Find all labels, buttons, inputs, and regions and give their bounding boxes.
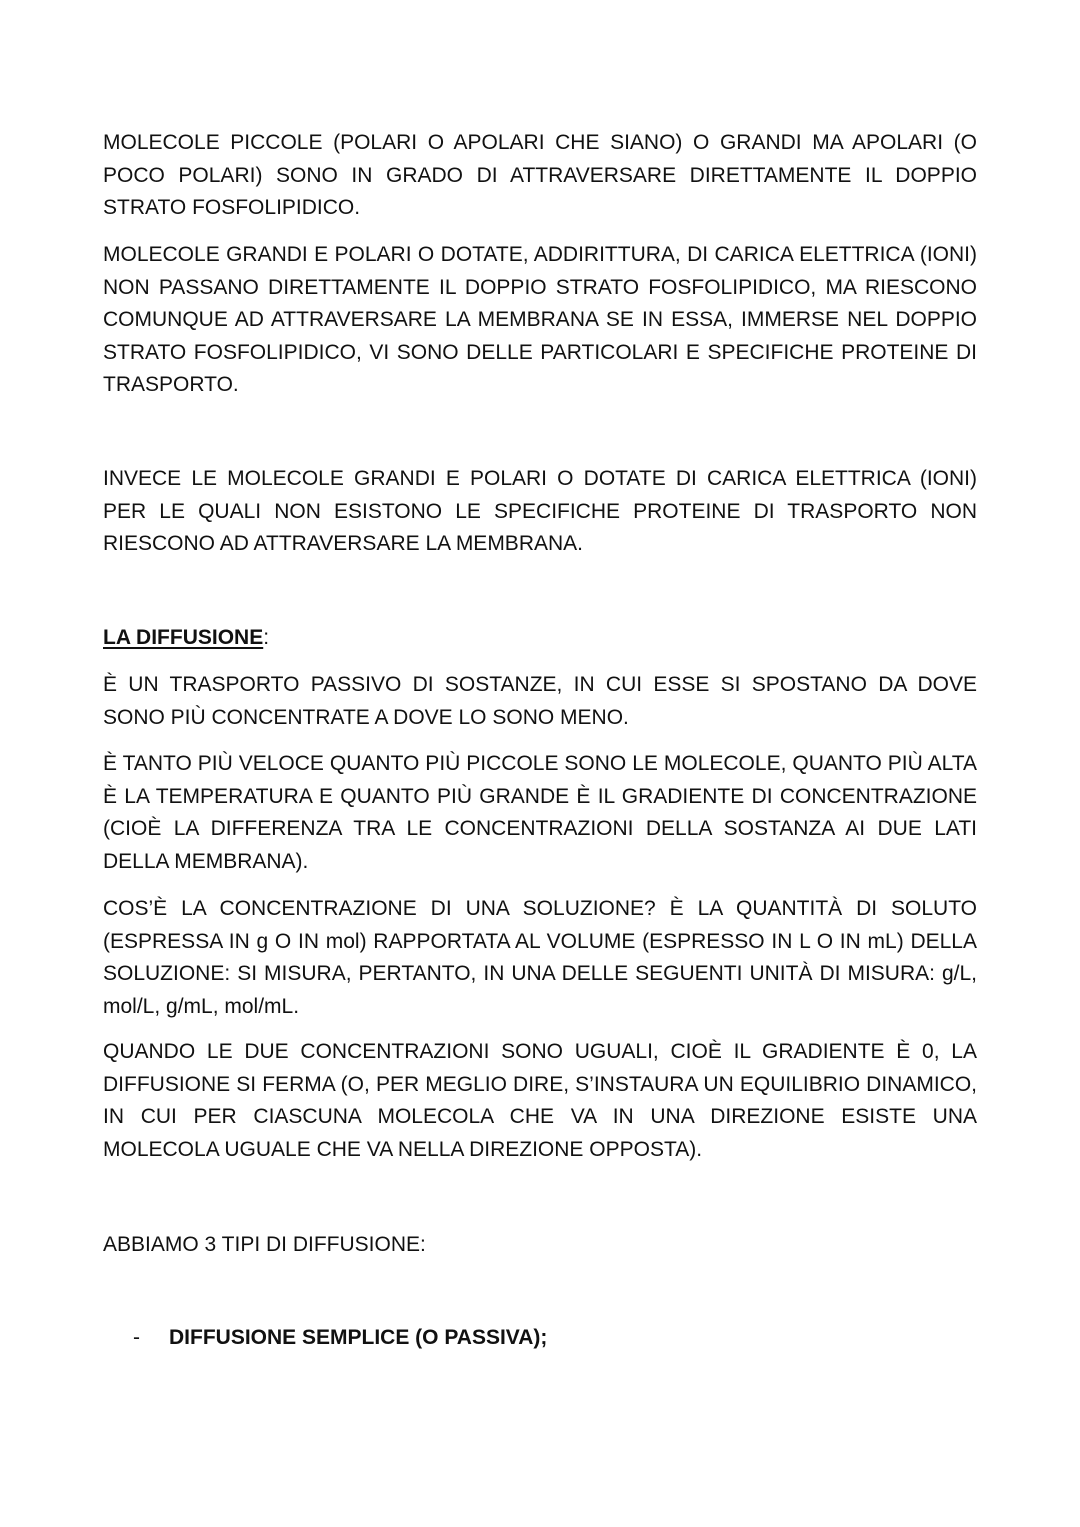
paragraph-diffusion-types-intro: ABBIAMO 3 TIPI DI DIFFUSIONE:	[103, 1233, 426, 1256]
paragraph-large-polar-molecules: MOLECOLE GRANDI E POLARI O DOTATE, ADDIRITTURA, DI CARICA ELETTRICA (IONI) NON PASSANO DIRETTAMENTE IL DOPPIO STRATO FOSFOLIPIDICO, MA RIESCONO COMUNQUE AD ATTRAVERSARE LA MEMBRANA SE IN ESSA, IMMERSE NEL DOPPIO STRATO FOSFOLIPIDICO, VI SONO DELLE PARTICOLARI E SPECIFICHE PROTEINE DI TRASPORTO.	[103, 243, 977, 397]
paragraph-diffusion-speed: È TANTO PIÙ VELOCE QUANTO PIÙ PICCOLE SONO LE MOLECOLE, QUANTO PIÙ ALTA È LA TEMPERATURA E QUANTO PIÙ GRANDE È IL GRADIENTE DI CONCENTRAZIONE (CIOÈ LA DIFFERENZA TRA LE CONCENTRAZIONI DELLA SOSTANZA AI DUE LATI DELLA MEMBRANA).	[103, 752, 977, 873]
paragraph-passive-transport: È UN TRASPORTO PASSIVO DI SOSTANZE, IN CUI ESSE SI SPOSTANO DA DOVE SONO PIÙ CONCENTRATE A DOVE LO SONO MENO.	[103, 673, 977, 729]
paragraph-concentration-definition: COS’È LA CONCENTRAZIONE DI UNA SOLUZIONE? È LA QUANTITÀ DI SOLUTO (ESPRESSA IN g O IN mol) RAPPORTATA AL VOLUME (ESPRESSO IN L O IN mL) DELLA SOLUZIONE: SI MISURA, PERTANTO, IN UNA DELLE SEGUENTI UNITÀ DI MISURA: g/L, mol/L, g/mL, mol/mL.	[103, 897, 977, 1018]
heading-title: LA DIFFUSIONE	[103, 626, 264, 649]
paragraph-no-transport-proteins: INVECE LE MOLECOLE GRANDI E POLARI O DOTATE DI CARICA ELETTRICA (IONI) PER LE QUALI NON ESISTONO LE SPECIFICHE PROTEINE DI TRASPORTO NON RIESCONO AD ATTRAVERSARE LA MEMBRANA.	[103, 467, 977, 556]
list-item-text: DIFFUSIONE SEMPLICE (O PASSIVA);	[169, 1326, 548, 1349]
paragraph-small-molecules: MOLECOLE PICCOLE (POLARI O APOLARI CHE SIANO) O GRANDI MA APOLARI (O POCO POLARI) SONO IN GRADO DI ATTRAVERSARE DIRETTAMENTE IL DOPPIO STRATO FOSFOLIPIDICO.	[103, 131, 977, 220]
paragraph-equilibrium: QUANDO LE DUE CONCENTRAZIONI SONO UGUALI, CIOÈ IL GRADIENTE È 0, LA DIFFUSIONE SI FERMA (O, PER MEGLIO DIRE, S’INSTAURA UN EQUILIBRIO DINAMICO, IN CUI PER CIASCUNA MOLECOLA CHE VA IN UNA DIREZIONE ESISTE UNA MOLECOLA UGUALE CHE VA NELLA DIREZIONE OPPOSTA).	[103, 1040, 977, 1161]
list-dash: -	[133, 1326, 140, 1349]
section-heading-diffusione	[103, 622, 977, 655]
heading-colon: :	[263, 626, 270, 649]
